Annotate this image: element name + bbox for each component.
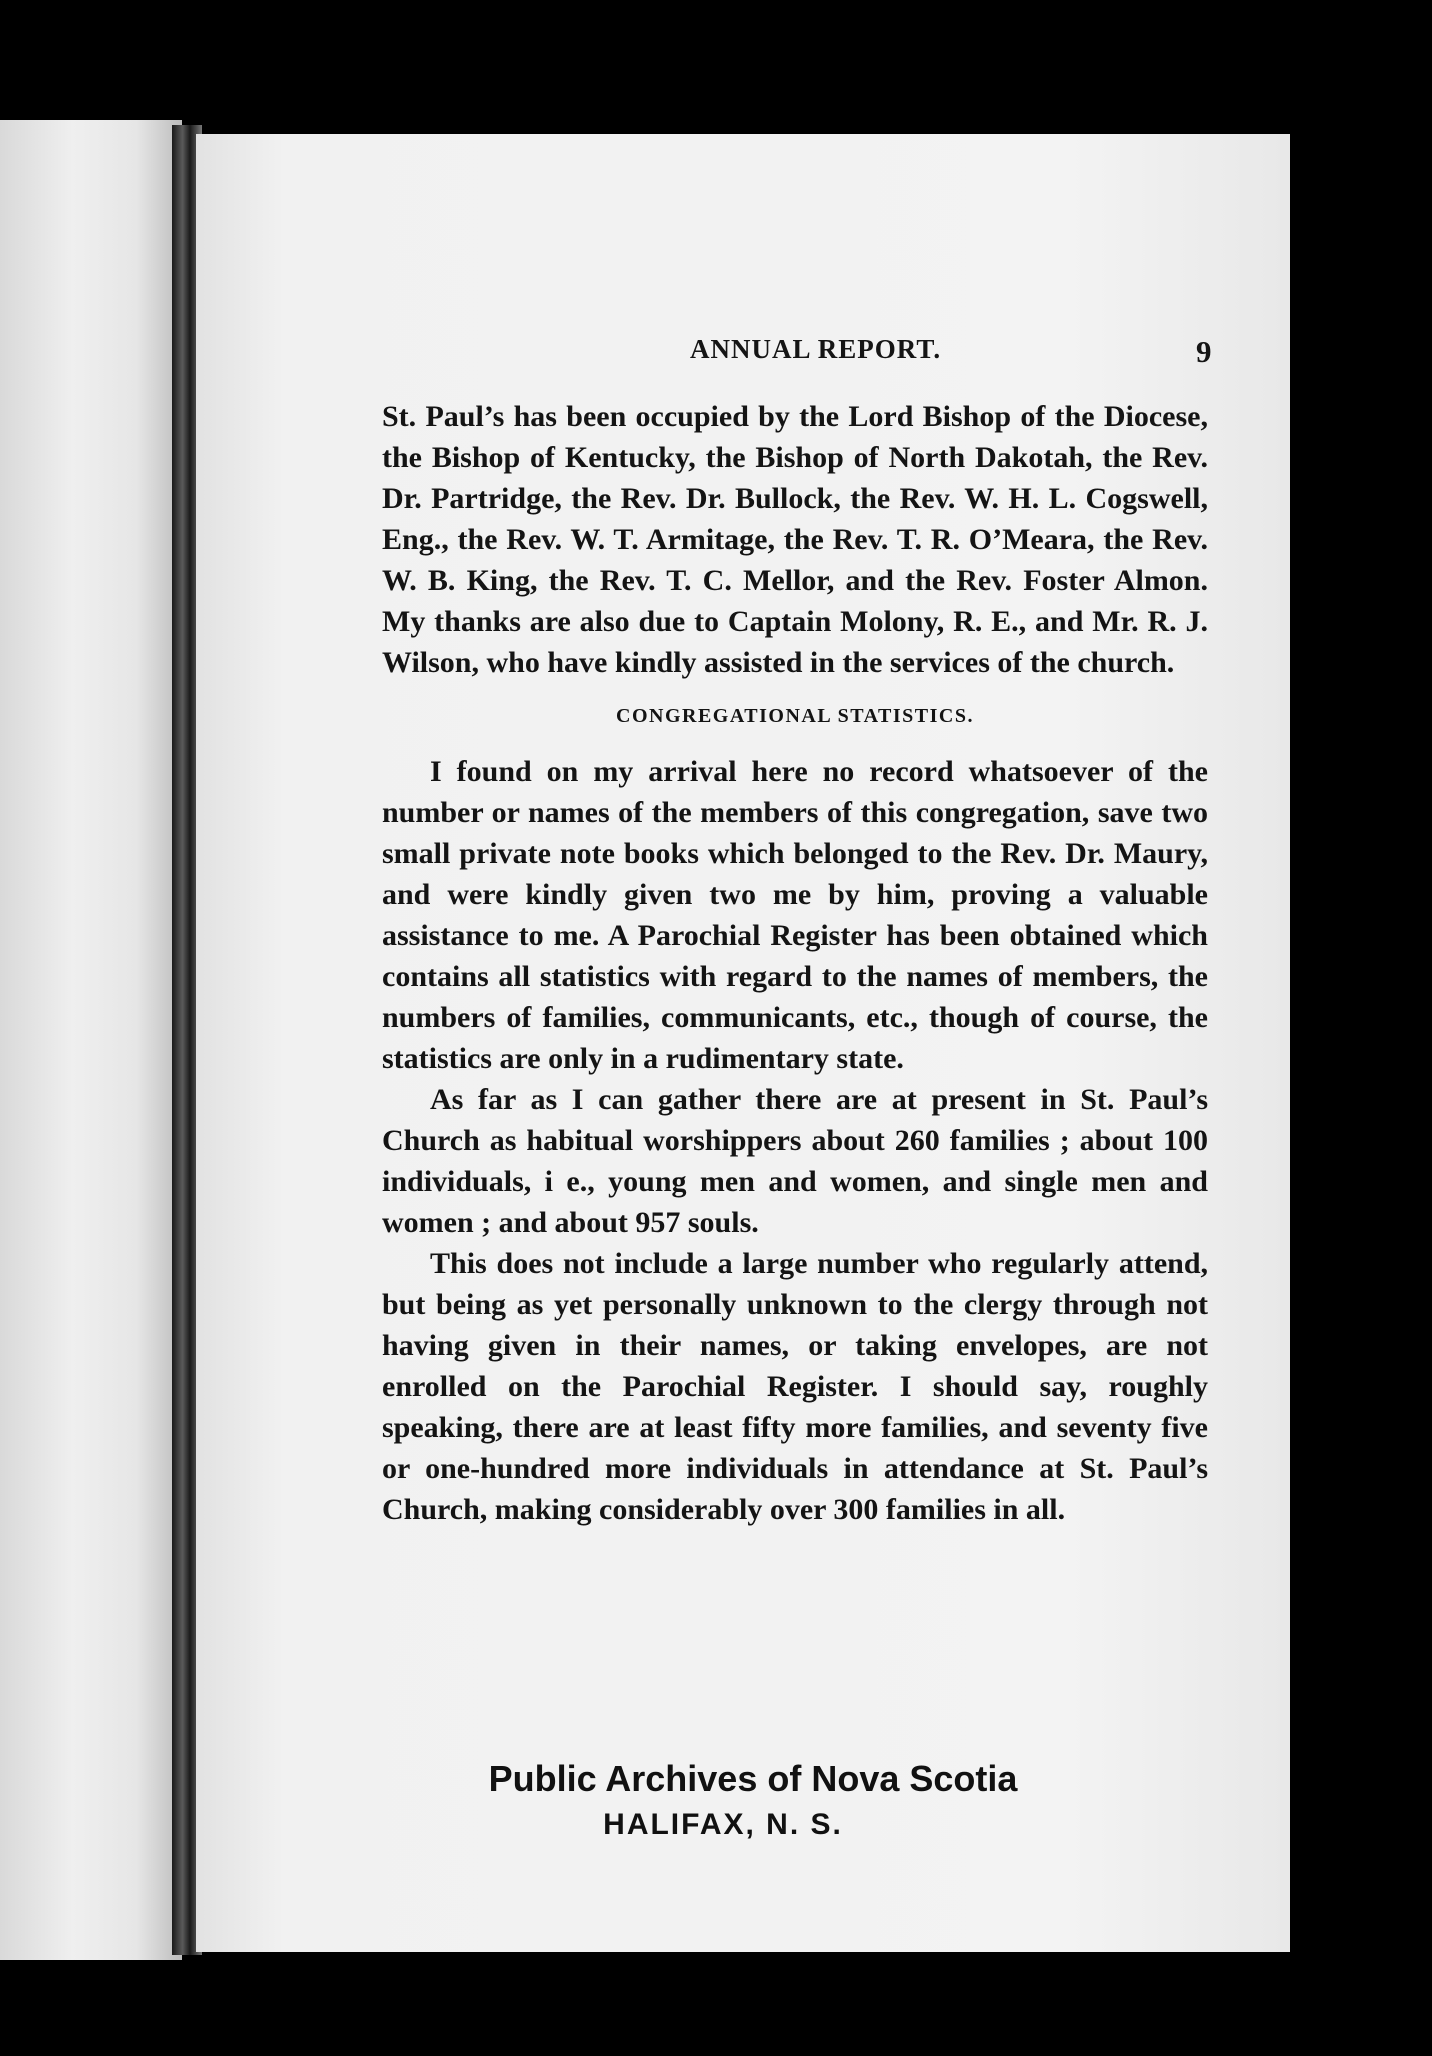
archive-stamp bbox=[196, 1758, 1290, 1842]
running-head: ANNUAL REPORT. bbox=[690, 334, 942, 364]
stamp-line-archives: Public Archives of Nova Scotia bbox=[488, 1758, 1018, 1799]
paragraph-records: I found on my arrival here no record whatsoever of the number or names of the members of this congregation, save two small private note books which belonged to the Rev. Dr. Maury, and were kindly given two me by him, proving a valuable assistance to me. A Parochial Register has been obtained which contains all statistics with regard to the names of members, the numbers of families, communicants, etc., though of course, the statistics are only in a rudimentary state. bbox=[382, 755, 1208, 1075]
paragraph-attendance: This does not include a large number who regularly attend, but being as yet personally unknown to the clergy through not having given in their names, or taking envelopes, are not enrolled on the Parochial Register. I should say, roughly speaking, there are at least fifty more families, and seventy five or one-hundred more individuals in attendance at St. Paul’s Church, making considerably over 300 families in all. bbox=[382, 1247, 1208, 1526]
facing-page-edge bbox=[0, 120, 182, 1960]
section-heading: CONGREGATIONAL STATISTICS. bbox=[616, 705, 974, 727]
paragraph-clergy: St. Paul’s has been occupied by the Lord Bishop of the Diocese, the Bishop of Kentucky, the Bishop of North Dakotah, the Rev. Dr. Partridge, the Rev. Dr. Bullock, the Rev. W. H. L. Cogswell, Eng., the Rev. W. T. Armitage, the Rev. T. R. O’Meara, the Rev. W. B. King, the Rev. T. C. Mellor, and the Rev. Foster Almon. My thanks are also due to Captain Molony, R. E., and Mr. R. J. Wilson, who have kindly assisted in the services of the church. bbox=[382, 400, 1208, 679]
body-text bbox=[382, 396, 1208, 1530]
stamp-line-location: HALIFAX, N. S. bbox=[603, 1808, 843, 1841]
page-header bbox=[196, 334, 1290, 374]
page-number: 9 bbox=[1196, 334, 1212, 369]
paragraph-worshippers: As far as I can gather there are at present in St. Paul’s Church as habitual worshippers about 260 families ; about 100 individuals, i e., young men and women, and single men and women ; and about 957 souls. bbox=[382, 1083, 1208, 1239]
document-page bbox=[196, 134, 1290, 1952]
